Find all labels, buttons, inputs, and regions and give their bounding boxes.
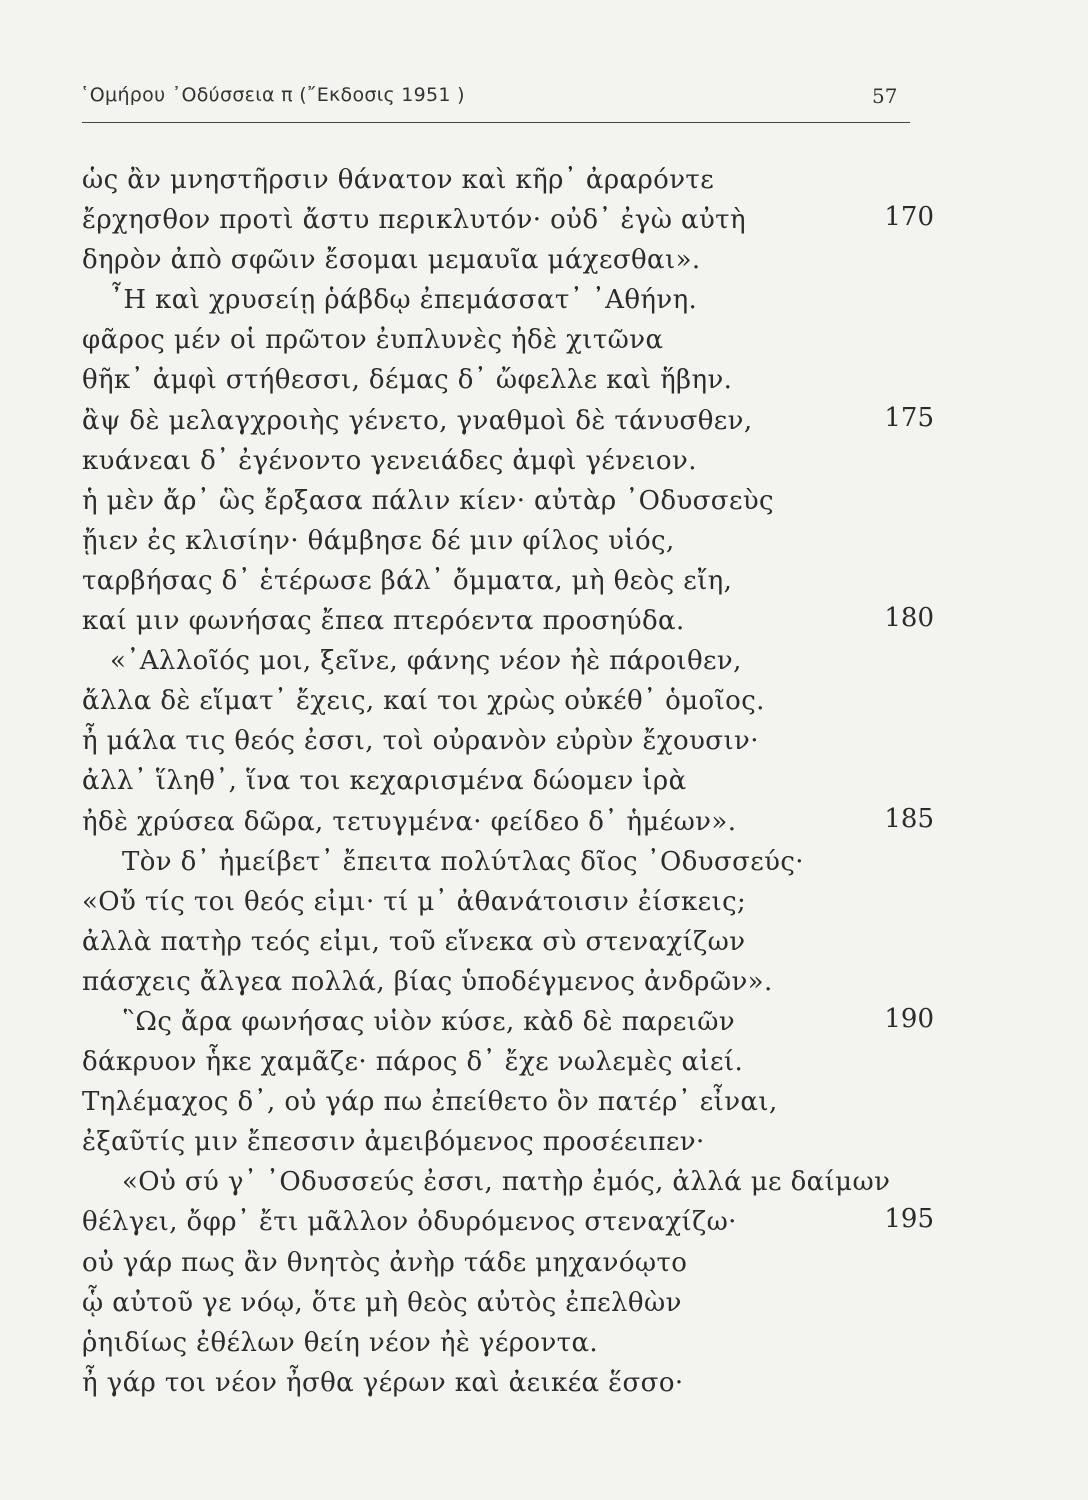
verse-text: ἦ μάλα τις θεός ἐσσι, τοὶ οὐρανὸν εὐρὺν ἔχουσιν·	[82, 726, 759, 757]
header-rule	[82, 122, 910, 123]
verse-text: κυάνεαι δ᾿ ἐγένοντο γενειάδες ἀμφὶ γένειον.	[82, 445, 697, 476]
verse-line	[82, 802, 942, 842]
verse-text: πάσχεις ἄλγεα πολλά, βίας ὑποδέγμενος ἀνδρῶν».	[82, 966, 773, 997]
verse-text: καί μιν φωνήσας ἔπεα πτερόεντα προσηύδα.	[82, 606, 685, 637]
verse-text: ἠδὲ χρύσεα δῶρα, τετυγμένα· φείδεο δ᾿ ἡμέων».	[82, 806, 737, 837]
verse-text: ᾧ αὐτοῦ γε νόῳ, ὅτε μὴ θεὸς αὐτὸς ἐπελθὼν	[82, 1287, 682, 1318]
verse-line	[82, 401, 942, 441]
verse-text: «᾿Αλλοῖός μοι, ξεῖνε, φάνης νέον ἠὲ πάροιθεν,	[110, 646, 742, 677]
verse-text: θέλγει, ὄφρ᾿ ἔτι μᾶλλον ὀδυρόμενος στεναχίζω·	[82, 1207, 737, 1238]
verse-line	[82, 681, 942, 721]
verse-line	[82, 1122, 942, 1162]
verse-line	[82, 922, 942, 962]
verse-text: Τηλέμαχος δ᾿, οὐ γάρ πω ἐπείθετο ὃν πατέρ᾿ εἶναι,	[82, 1087, 778, 1118]
line-number: 175	[884, 402, 934, 433]
verse-line	[82, 200, 942, 240]
verse-text: οὐ γάρ πως ἂν θνητὸς ἀνὴρ τάδε μηχανόῳτο	[82, 1247, 688, 1278]
verse-text: ᾔιεν ἐς κλισίην· θάμβησε δέ μιν φίλος υἱός,	[82, 525, 675, 556]
verse-line	[82, 160, 942, 200]
verse-line	[82, 521, 942, 561]
verse-line	[82, 1162, 942, 1202]
line-number: 195	[884, 1204, 934, 1235]
verse-line	[82, 761, 942, 801]
verse-line	[82, 1042, 942, 1082]
line-number: 185	[884, 803, 934, 834]
verse-line	[82, 1283, 942, 1323]
verse-text: φᾶρος μέν οἱ πρῶτον ἐυπλυνὲς ἠδὲ χιτῶνα	[82, 325, 664, 356]
verse-line	[82, 441, 942, 481]
verse-text: ἦ γάρ τοι νέον ἦσθα γέρων καὶ ἀεικέα ἕσσο·	[82, 1367, 684, 1398]
verse-line	[82, 1363, 942, 1403]
verse-text: «Οὔ τίς τοι θεός εἰμι· τί μ᾿ ἀθανάτοισιν ἐίσκεις;	[82, 886, 747, 917]
verse-line	[82, 601, 942, 641]
verse-line	[82, 240, 942, 280]
verse-text: ῥηιδίως ἐθέλων θείη νέον ἠὲ γέροντα.	[82, 1327, 599, 1358]
verse-text: ἐξαῦτίς μιν ἔπεσσιν ἀμειβόμενος προσέειπεν·	[82, 1127, 705, 1158]
verse-block	[82, 160, 942, 1403]
verse-text: Τὸν δ᾿ ἠμείβετ᾿ ἔπειτα πολύτλας δῖος ᾿Οδυσσεύς·	[122, 846, 804, 877]
verse-line	[82, 721, 942, 761]
verse-text: ἀλλὰ πατὴρ τεός εἰμι, τοῦ εἵνεκα σὺ στεναχίζων	[82, 926, 746, 957]
verse-text: «Οὐ σύ γ᾿ ᾿Οδυσσεύς ἐσσι, πατὴρ ἐμός, ἀλλά με δαίμων	[122, 1167, 891, 1198]
verse-line	[82, 1202, 942, 1242]
verse-text: δάκρυον ἧκε χαμᾶζε· πάρος δ᾿ ἔχε νωλεμὲς αἰεί.	[82, 1047, 744, 1078]
verse-line	[82, 962, 942, 1002]
verse-text: ὡς ἂν μνηστῆρσιν θάνατον καὶ κῆρ᾿ ἀραρόντε	[82, 165, 715, 195]
verse-line	[82, 481, 942, 521]
verse-line	[82, 1082, 942, 1122]
verse-line	[82, 280, 942, 320]
verse-line	[82, 360, 942, 400]
verse-text: ῏Η καὶ χρυσείῃ ῥάβδῳ ἐπεμάσσατ᾿ ᾿Αθήνη.	[110, 285, 698, 316]
verse-text: θῆκ᾿ ἀμφὶ στήθεσσι, δέμας δ᾿ ὤφελλε καὶ ἥβην.	[82, 365, 733, 396]
page-number: 57	[872, 84, 898, 108]
verse-line	[82, 320, 942, 360]
verse-line	[82, 561, 942, 601]
line-number: 170	[884, 202, 934, 233]
verse-text: ῝Ως ἄρα φωνήσας υἱὸν κύσε, κὰδ δὲ παρειῶν	[122, 1006, 736, 1037]
verse-line	[82, 1002, 942, 1042]
verse-line	[82, 1323, 942, 1363]
running-head: ῾Ομήρου ᾿Οδύσσεια π (῎Εκδοσις 1951 )	[80, 84, 465, 106]
line-number: 190	[884, 1003, 934, 1034]
line-number: 180	[884, 603, 934, 634]
verse-line	[82, 842, 942, 882]
verse-text: ἄλλα δὲ εἵματ᾿ ἔχεις, καί τοι χρὼς οὐκέθ᾿ ὁμοῖος.	[82, 686, 765, 717]
verse-text: ἡ μὲν ἄρ᾿ ὣς ἔρξασα πάλιν κίεν· αὐτὰρ ᾿Οδυσσεὺς	[82, 485, 774, 516]
verse-line	[82, 882, 942, 922]
verse-text: δηρὸν ἀπὸ σφῶιν ἔσομαι μεμαυῖα μάχεσθαι».	[82, 245, 701, 276]
verse-text: ἂψ δὲ μελαγχροιὴς γένετο, γναθμοὶ δὲ τάνυσθεν,	[82, 405, 753, 436]
verse-text: ἀλλ᾿ ἵληθ᾿, ἵνα τοι κεχαρισμένα δώομεν ἱρὰ	[82, 766, 687, 797]
verse-line	[82, 641, 942, 681]
verse-line	[82, 1243, 942, 1283]
verse-text: ταρβήσας δ᾿ ἑτέρωσε βάλ᾿ ὄμματα, μὴ θεὸς εἴη,	[82, 565, 733, 596]
verse-text: ἔρχησθον προτὶ ἄστυ περικλυτόν· οὐδ᾿ ἐγὼ αὐτὴ	[82, 205, 746, 236]
